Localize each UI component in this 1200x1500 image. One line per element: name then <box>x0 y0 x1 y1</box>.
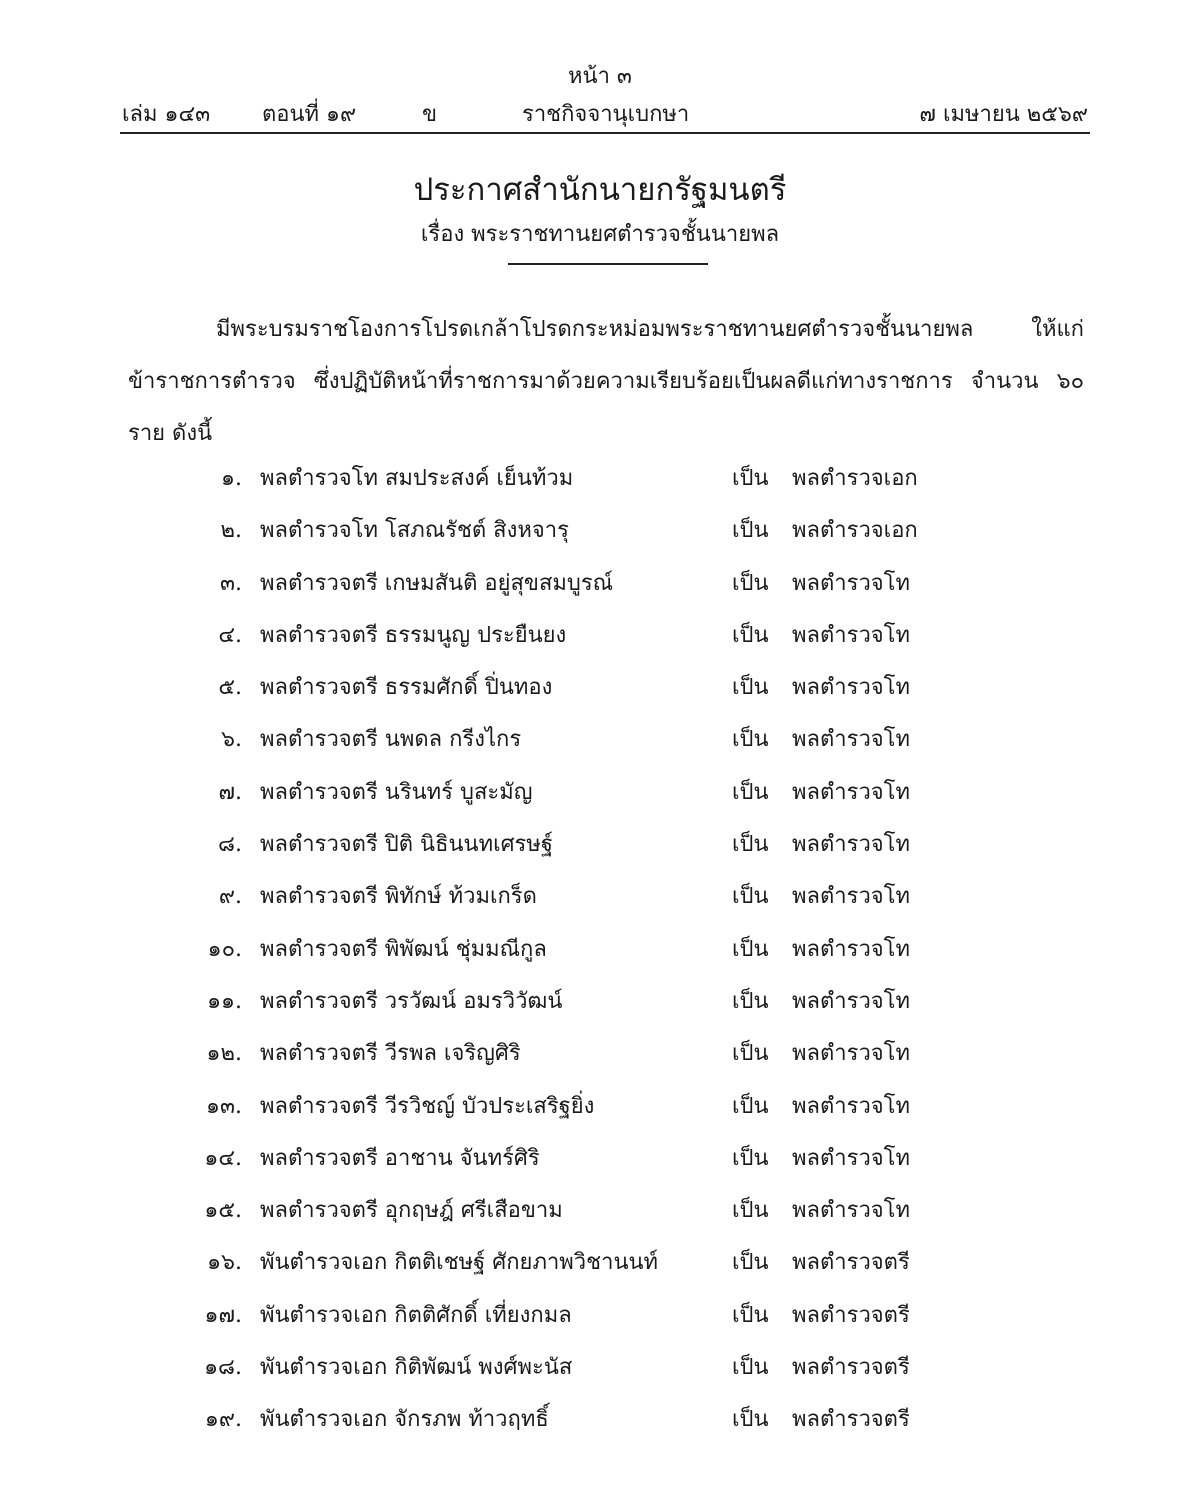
becomes-word: เป็น <box>732 518 769 544</box>
issue-label: ตอนที่ ๑๙ <box>262 102 357 127</box>
new-rank: พลตำรวจเอก <box>792 466 918 491</box>
becomes-word: เป็น <box>732 1145 769 1171</box>
officer-name: พลตำรวจตรี ธรรมศักดิ์ ปิ่นทอง <box>260 675 553 701</box>
list-item <box>0 611 1200 663</box>
becomes-word: เป็น <box>732 622 769 648</box>
item-number: ๔. <box>218 622 242 648</box>
new-rank: พลตำรวจโท <box>792 675 911 701</box>
becomes-word: เป็น <box>732 1407 769 1433</box>
item-number: ๗. <box>218 779 242 805</box>
section-label: ข <box>422 102 438 127</box>
list-item <box>0 1082 1200 1134</box>
new-rank: พลตำรวจโท <box>792 1041 911 1067</box>
list-item <box>0 1186 1200 1238</box>
list-item <box>0 1029 1200 1081</box>
list-item <box>0 1134 1200 1186</box>
item-number: ๒. <box>220 518 242 544</box>
officer-name: พลตำรวจโท โสภณรัชต์ สิงหจารุ <box>260 518 569 544</box>
list-item <box>0 715 1200 767</box>
new-rank: พลตำรวจเอก <box>792 518 918 544</box>
header-divider <box>120 132 1090 134</box>
new-rank: พลตำรวจโท <box>792 936 911 962</box>
item-number: ๑๙. <box>204 1407 242 1433</box>
officer-name: พันตำรวจเอก จักรภพ ท้าวฤทธิ์ <box>260 1407 549 1433</box>
list-item <box>0 1343 1200 1395</box>
becomes-word: เป็น <box>732 936 769 962</box>
list-item <box>0 663 1200 715</box>
officer-name: พลตำรวจตรี อาชาน จันทร์ศิริ <box>260 1145 540 1171</box>
item-number: ๑๖. <box>207 1250 242 1276</box>
list-item <box>0 768 1200 820</box>
becomes-word: เป็น <box>732 675 769 701</box>
list-item <box>0 1395 1200 1447</box>
list-item <box>0 1238 1200 1290</box>
becomes-word: เป็น <box>732 1198 769 1224</box>
issue-date: ๗ เมษายน ๒๕๖๙ <box>919 102 1088 127</box>
item-number: ๓. <box>219 570 242 596</box>
new-rank: พลตำรวจโท <box>792 570 911 596</box>
new-rank: พลตำรวจโท <box>792 988 911 1014</box>
page-number: หน้า ๓ <box>568 64 632 89</box>
officer-name: พันตำรวจเอก กิตติเชษฐ์ ศักยภาพวิชานนท์ <box>260 1250 659 1276</box>
new-rank: พลตำรวจโท <box>792 779 911 805</box>
item-number: ๑๓. <box>206 1093 242 1119</box>
becomes-word: เป็น <box>732 727 769 753</box>
list-item <box>0 872 1200 924</box>
becomes-word: เป็น <box>732 779 769 805</box>
becomes-word: เป็น <box>732 1041 769 1067</box>
item-number: ๑๑. <box>207 988 242 1014</box>
list-item <box>0 977 1200 1029</box>
new-rank: พลตำรวจโท <box>792 832 911 858</box>
announcement-subject: เรื่อง พระราชทานยศตำรวจชั้นนายพล <box>420 222 780 247</box>
new-rank: พลตำรวจโท <box>792 1145 911 1171</box>
officer-name: พลตำรวจตรี วีรวิชญ์ บัวประเสริฐยิ่ง <box>260 1093 595 1119</box>
officer-name: พลตำรวจโท สมประสงค์ เย็นท้วม <box>260 466 574 491</box>
list-item <box>0 559 1200 611</box>
becomes-word: เป็น <box>732 1355 769 1381</box>
becomes-word: เป็น <box>732 1093 769 1119</box>
item-number: ๑๒. <box>206 1041 242 1067</box>
announcement-body: มีพระบรมราชโองการโปรดเกล้าโปรดกระหม่อมพระราชทานยศตำรวจชั้นนายพล ให้แก่ข้าราชการตำรวจ ซึ่งปฏิบัติหน้าที่ราชการมาด้วยความเรียบร้อยเป็นผลดีแก่ทางราชการ จำนวน ๖๐ ราย ดังนี้ <box>128 317 1084 446</box>
list-item <box>0 454 1200 506</box>
officer-name: พลตำรวจตรี เกษมสันติ อยู่สุขสมบูรณ์ <box>260 570 614 596</box>
new-rank: พลตำรวจตรี <box>792 1407 910 1433</box>
item-number: ๕. <box>218 675 242 701</box>
officer-name: พันตำรวจเอก กิติพัฒน์ พงศ์พะนัส <box>260 1355 573 1381</box>
item-number: ๖. <box>221 727 242 753</box>
becomes-word: เป็น <box>732 832 769 858</box>
new-rank: พลตำรวจตรี <box>792 1355 910 1381</box>
becomes-word: เป็น <box>732 466 769 491</box>
item-number: ๑๔. <box>204 1145 242 1171</box>
officer-name: พันตำรวจเอก กิตติศักดิ์ เที่ยงกมล <box>260 1302 572 1328</box>
becomes-word: เป็น <box>732 988 769 1014</box>
list-item <box>0 506 1200 558</box>
officer-name: พลตำรวจตรี อุกฤษฎ์ ศรีเสือขาม <box>260 1198 563 1224</box>
officer-name: พลตำรวจตรี นรินทร์ บูสะมัญ <box>260 779 533 805</box>
officer-name: พลตำรวจตรี ปิติ นิธินนทเศรษฐ์ <box>260 832 554 858</box>
gazette-header <box>122 96 1088 126</box>
officer-name: พลตำรวจตรี วรวัฒน์ อมรวิวัฒน์ <box>260 988 563 1014</box>
new-rank: พลตำรวจตรี <box>792 1302 910 1328</box>
new-rank: พลตำรวจโท <box>792 622 911 648</box>
item-number: ๑๕. <box>204 1198 242 1224</box>
announcement-title: ประกาศสำนักนายกรัฐมนตรี <box>413 172 787 208</box>
becomes-word: เป็น <box>732 570 769 596</box>
officer-name: พลตำรวจตรี ธรรมนูญ ประยืนยง <box>260 622 567 648</box>
new-rank: พลตำรวจโท <box>792 727 911 753</box>
new-rank: พลตำรวจโท <box>792 1093 911 1119</box>
becomes-word: เป็น <box>732 1250 769 1276</box>
item-number: ๑๘. <box>204 1355 242 1381</box>
becomes-word: เป็น <box>732 1302 769 1328</box>
item-number: ๑๗. <box>204 1302 242 1328</box>
officer-name: พลตำรวจตรี พิทักษ์ ท้วมเกร็ด <box>260 884 537 910</box>
list-item <box>0 925 1200 977</box>
officer-name: พลตำรวจตรี นพดล กรีงไกร <box>260 727 522 753</box>
gazette-name: ราชกิจจานุเบกษา <box>522 102 690 127</box>
list-item <box>0 820 1200 872</box>
new-rank: พลตำรวจโท <box>792 884 911 910</box>
item-number: ๑๐. <box>207 936 242 962</box>
officer-name: พลตำรวจตรี พิพัฒน์ ชุ่มมณีกูล <box>260 936 547 962</box>
new-rank: พลตำรวจตรี <box>792 1250 910 1276</box>
item-number: ๙. <box>218 884 242 910</box>
item-number: ๘. <box>218 832 242 858</box>
becomes-word: เป็น <box>732 884 769 910</box>
officer-name: พลตำรวจตรี วีรพล เจริญศิริ <box>260 1041 521 1067</box>
list-item <box>0 1291 1200 1343</box>
volume-label: เล่ม ๑๔๓ <box>122 102 211 127</box>
item-number: ๑. <box>221 466 242 491</box>
new-rank: พลตำรวจโท <box>792 1198 911 1224</box>
title-divider <box>508 263 708 265</box>
appointment-list <box>0 454 1200 1448</box>
